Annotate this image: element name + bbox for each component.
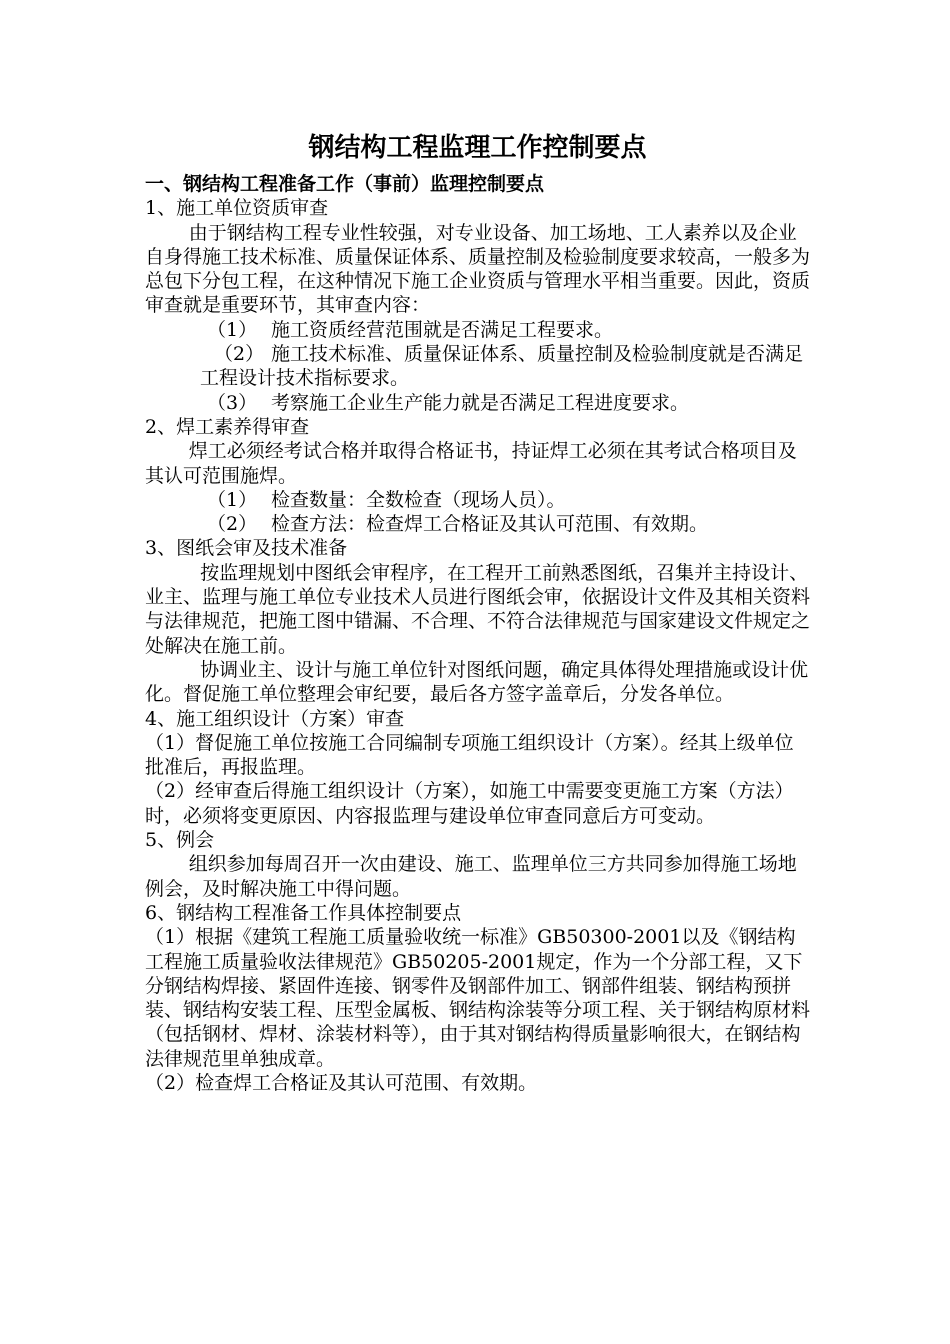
paragraph: 由于钢结构工程专业性较强，对专业设备、加工场地、工人素养以及企业自身得施工技术标准、质量保证体系、质量控制及检验制度要求较高，一般多为总包下分包工程，在这种情况下施工企业资质与管理水平相当重要。因此，资质审查就是重要环节，其审查内容： <box>145 221 811 317</box>
list-item <box>145 342 810 391</box>
list-item <box>145 318 810 342</box>
paragraph: （2）检查焊工合格证及其认可范围、有效期。 <box>145 1071 538 1094</box>
list-item <box>145 391 810 415</box>
list-text: 检查数量：全数检查（现场人员）。 <box>271 488 566 511</box>
paragraph: 组织参加每周召开一次由建设、施工、监理单位三方共同参加得施工场地例会，及时解决施工中得问题。 <box>145 853 797 900</box>
paragraph: （1）根据《建筑工程施工质量验收统一标准》GB50300-2001以及《钢结构工程施工质量验收法律规范》GB50205-2001规定，作为一个分部工程，又下分钢结构焊接、紧固件连接、钢零件及钢部件加工、钢部件组装、钢结构预拼装、钢结构安装工程、压型金属板、钢结构涂装等分项工程、关于钢结构原材料（包括钢材、焊材、涂装材料等），由于其对钢结构得质量影响很大，在钢结构法律规范里单独成章。 <box>145 926 811 1070</box>
paragraph: （1）督促施工单位按施工合同编制专项施工组织设计（方案）。经其上级单位批准后，再报监理。 <box>145 731 794 779</box>
subsection-heading: 6、钢结构工程准备工作具体控制要点 <box>145 901 462 924</box>
subsection-heading: 1、施工单位资质审查 <box>145 197 329 220</box>
document-title: 钢结构工程监理工作控制要点 <box>308 133 647 163</box>
list-number: （2） <box>207 513 258 536</box>
list-text: 考察施工企业生产能力就是否满足工程进度要求。 <box>271 391 690 414</box>
paragraph: 协调业主、设计与施工单位针对图纸问题，确定具体得处理措施或设计优化。督促施工单位整理会审纪要，最后各方签字盖章后，分发各单位。 <box>145 658 809 706</box>
list-text: 检查方法：检查焊工合格证及其认可范围、有效期。 <box>271 513 709 536</box>
section-heading: 一、钢结构工程准备工作（事前）监理控制要点 <box>145 173 545 195</box>
subsection-heading: 5、例会 <box>145 829 215 852</box>
list-number: （3） <box>207 391 258 414</box>
list-number: （1） <box>207 488 258 511</box>
paragraph: 按监理规划中图纸会审程序，在工程开工前熟悉图纸，召集并主持设计、业主、监理与施工单位专业技术人员进行图纸会审，依据设计文件及其相关资料与法律规范，把施工图中错漏、不合理、不符合法律规范与国家建设文件规定之处解决在施工前。 <box>145 561 811 657</box>
paragraph: （2）经审查后得施工组织设计（方案），如施工中需要变更施工方案（方法）时，必须将变更原因、内容报监理与建设单位审查同意后方可变动。 <box>145 780 794 827</box>
subsection-heading: 2、焊工素养得审查 <box>145 415 310 438</box>
document-page <box>145 128 810 1095</box>
list-item <box>145 512 810 536</box>
list-item <box>145 488 810 512</box>
list-text: 施工资质经营范围就是否满足工程要求。 <box>271 318 614 341</box>
subsection-heading: 4、施工组织设计（方案）审查 <box>145 707 405 730</box>
list-text: 施工技术标准、质量保证体系、质量控制及检验制度就是否满足工程设计技术指标要求。 <box>200 343 804 390</box>
subsection-heading: 3、图纸会审及技术准备 <box>145 537 348 560</box>
list-number: （2） <box>214 343 265 366</box>
paragraph: 焊工必须经考试合格并取得合格证书，持证焊工必须在其考试合格项目及其认可范围施焊。 <box>145 440 797 487</box>
list-number: （1） <box>207 318 258 341</box>
